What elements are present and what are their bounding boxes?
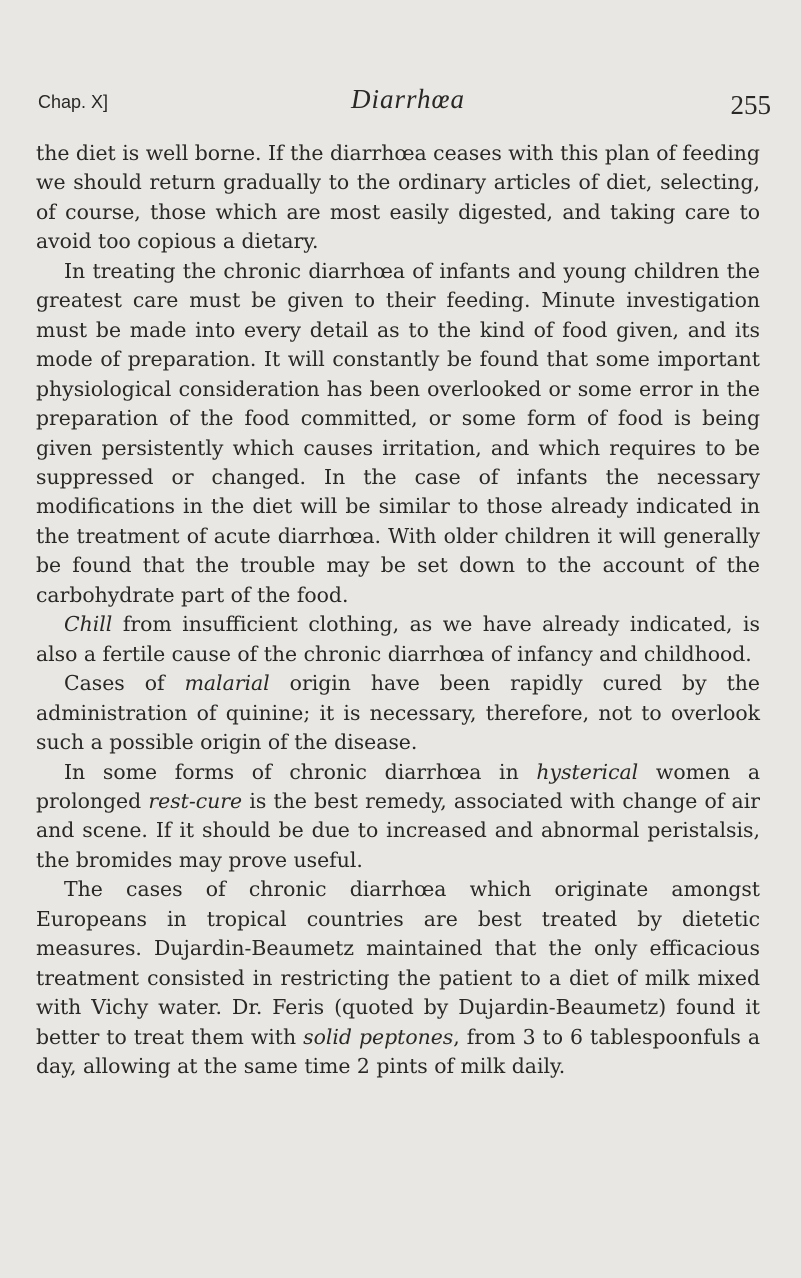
emphasis-chill: Chill xyxy=(64,612,113,637)
emphasis-hysterical: hysterical xyxy=(536,759,639,784)
paragraph-tropical: The cases of chronic diarrhœa which originate amongst Europeans in tropical countries are best treated by dietetic measures. Dujardin-Beaumetz maintained that the only efficacious treatment consisted in restricting the patient to a diet of milk mixed with Vichy water. Dr. Feris (quoted by Dujardin-Beaumetz) found it better to treat them with solid peptones, from 3 to 6 tablespoonfuls a day, allowing at the same time 2 pints of milk daily. xyxy=(36,877,761,1079)
page-number: 255 xyxy=(730,90,771,120)
running-header xyxy=(38,78,771,118)
emphasis-malarial: malarial xyxy=(184,671,270,696)
paragraph-chronic-diarrhoea-infants: In treating the chronic diarrhœa of infants and young children the greatest care must be given to their feeding. Minute investigation must be made into every detail as to the kind of food given, and its mode of preparation. It will constantly be found that some important physiological consideration has been overlooked or some error in the preparation of the food committed, or some form of food is being given persistently which causes irritation, and which requires to be suppressed or changed. In the case of infants the necessary modifications in the diet will be similar to those already indicated in the treatment of acute diarrhœa. With older children it will generally be found that the trouble may be set down to the account of the carbohydrate part of the food. xyxy=(36,258,760,607)
body-text xyxy=(36,139,760,1082)
emphasis-rest-cure: rest-cure xyxy=(148,788,243,813)
paragraph-malarial: Cases of malarial origin have been rapidly cured by the administration of quinine; it is necessary, therefore, not to overlook such a possible origin of the disease. xyxy=(36,671,760,755)
paragraph-continued: the diet is well borne. If the diarrhœa ceases with this plan of feeding we should return gradually to the ordinary articles of diet, selecting, of course, those which are most easily digested, and taking care to avoid too copious a dietary. xyxy=(36,141,760,254)
running-title: Diarrhœa xyxy=(350,84,466,114)
emphasis-solid-peptones: solid peptones xyxy=(303,1024,454,1049)
chapter-label: Chap. X] xyxy=(38,92,109,112)
paragraph-hysterical: In some forms of chronic diarrhœa in hysterical women a prolonged rest-cure is the best remedy, associated with change of air and scene. If it should be due to increased and abnormal peristalsis, the bromides may prove useful. xyxy=(36,759,760,872)
paragraph-chill: Chill from insufficient clothing, as we have already indicated, is also a fertile cause of the chronic diarrhœa of infancy and childhood. xyxy=(36,612,760,666)
